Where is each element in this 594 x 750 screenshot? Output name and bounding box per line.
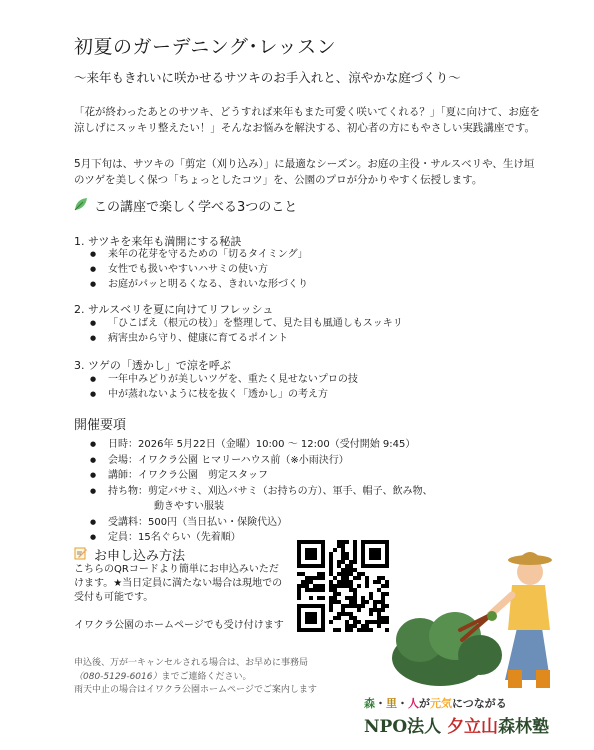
slogan-part: 森 (364, 697, 375, 710)
list-item: ● 「ひこばえ（根元の枝）」を整理して、見た目も風通しもスッキリ (90, 316, 403, 331)
slogan-part: ・ (397, 697, 408, 710)
page-subtitle: ～来年もきれいに咲かせるサツキのお手入れと、涼やかな庭づくり～ (74, 70, 461, 85)
apply-heading (74, 545, 185, 564)
list-item: ● 病害虫から守り、健康に育てるポイント (90, 331, 403, 346)
notes-line-2-text: までご連絡ください。 (161, 671, 252, 682)
event-bring: ● 持ち物：剪定バサミ、刈込バサミ（お持ちの方）、軍手、帽子、飲み物、 (90, 484, 433, 500)
slogan-part: が (419, 697, 430, 710)
list-item: ● 一年中みどりが美しいツゲを、重たく見せないプロの技 (90, 372, 358, 387)
item-2-title: 2. サルスベリを夏に向けてリフレッシュ (74, 303, 274, 316)
event-venue: ● 会場：イワクラ公園 ヒマリーハウス前（※小雨決行） (90, 453, 433, 469)
apply-heading-text: お申し込み方法 (94, 549, 186, 564)
item-3-list (90, 372, 358, 402)
intro-paragraph-1: 「花が終わったあとのサツキ、どうすれば来年もまた可愛く咲いてくれる？」「夏に向けて、お庭を涼しげにスッキリ整えたい！」そんなお悩みを解決する、初心者の方にもやさしい実践講座です。 (74, 106, 540, 134)
apply-homepage-note: イワクラ公園のホームページでも受け付けます (74, 620, 284, 631)
list-item: ● 来年の花芽を守るための「切るタイミング」 (90, 247, 308, 262)
slogan-part: 元気 (430, 697, 452, 710)
list-item: ● 中が蒸れないように枝を抜く「透かし」の考え方 (90, 387, 358, 402)
page-title: 初夏のガーデニング･レッスン (74, 36, 337, 58)
event-capacity: ● 定員：15名ぐらい（先着順） (90, 530, 433, 546)
qr-code-image[interactable] (297, 540, 389, 632)
item-1-list (90, 247, 308, 292)
memo-pencil-icon (74, 546, 88, 564)
event-details-list (90, 437, 433, 546)
list-item: ● お庭がパッと明るくなる、きれいな形づくり (90, 277, 308, 292)
notes-line-3: 雨天中止の場合はイワクラ公園ホームページでご案内します (74, 685, 317, 695)
gardener-illustration (390, 540, 585, 690)
notes-line-2 (74, 671, 374, 685)
contact-phone: （080-5129-6016） (74, 671, 162, 682)
list-item: ● 女性でも扱いやすいハサミの使い方 (90, 262, 308, 277)
intro-paragraph-2: 5月下旬は、サツキの「剪定（刈り込み）」に最適なシーズン。お庭の主役・サルスベリや、生け垣のツゲを美しく保つ「ちょっとしたコツ」を、公園のプロが分かりやすく伝授します。 (74, 158, 535, 186)
apply-description: こちらのQRコードより簡単にお申込みいただけます。★当日定員に満たない場合は現地での受付も可能です。 (74, 564, 283, 603)
section-heading-text: この講座で楽しく学べる3つのこと (94, 200, 298, 215)
slogan-part: 人 (408, 697, 419, 710)
section-heading (74, 196, 297, 215)
organization-name (364, 712, 549, 737)
slogan-part: ・ (375, 697, 386, 710)
notes-line-1: 申込後、万が一キャンセルされる場合は、お早めに事務局 (74, 658, 309, 668)
item-3-title: 3. ツゲの「透かし」で涼を呼ぶ (74, 359, 231, 372)
item-1-title: 1. サツキを来年も満開にする秘訣 (74, 235, 242, 248)
event-details-heading: 開催要項 (74, 418, 127, 433)
event-date: ● 日時：2026年 5月22日（金曜）10:00 ～ 12:00（受付開始 9:45） (90, 437, 433, 453)
org-name-red: 夕立山 (447, 717, 499, 737)
cancellation-notes (74, 657, 374, 698)
footer-slogan (364, 695, 507, 711)
event-instructor: ● 講師：イワクラ公園 剪定スタッフ (90, 468, 433, 484)
slogan-part: 里 (386, 697, 397, 710)
slogan-part: につながる (452, 697, 507, 710)
item-2-list (90, 316, 403, 346)
org-suffix: 森林塾 (498, 717, 550, 737)
event-fee: ● 受講料：500円（当日払い・保険代込） (90, 515, 433, 531)
event-bring-continued: 動きやすい服装 (154, 501, 224, 512)
leaf-icon (74, 197, 88, 215)
org-prefix: NPO法人 (364, 717, 442, 737)
